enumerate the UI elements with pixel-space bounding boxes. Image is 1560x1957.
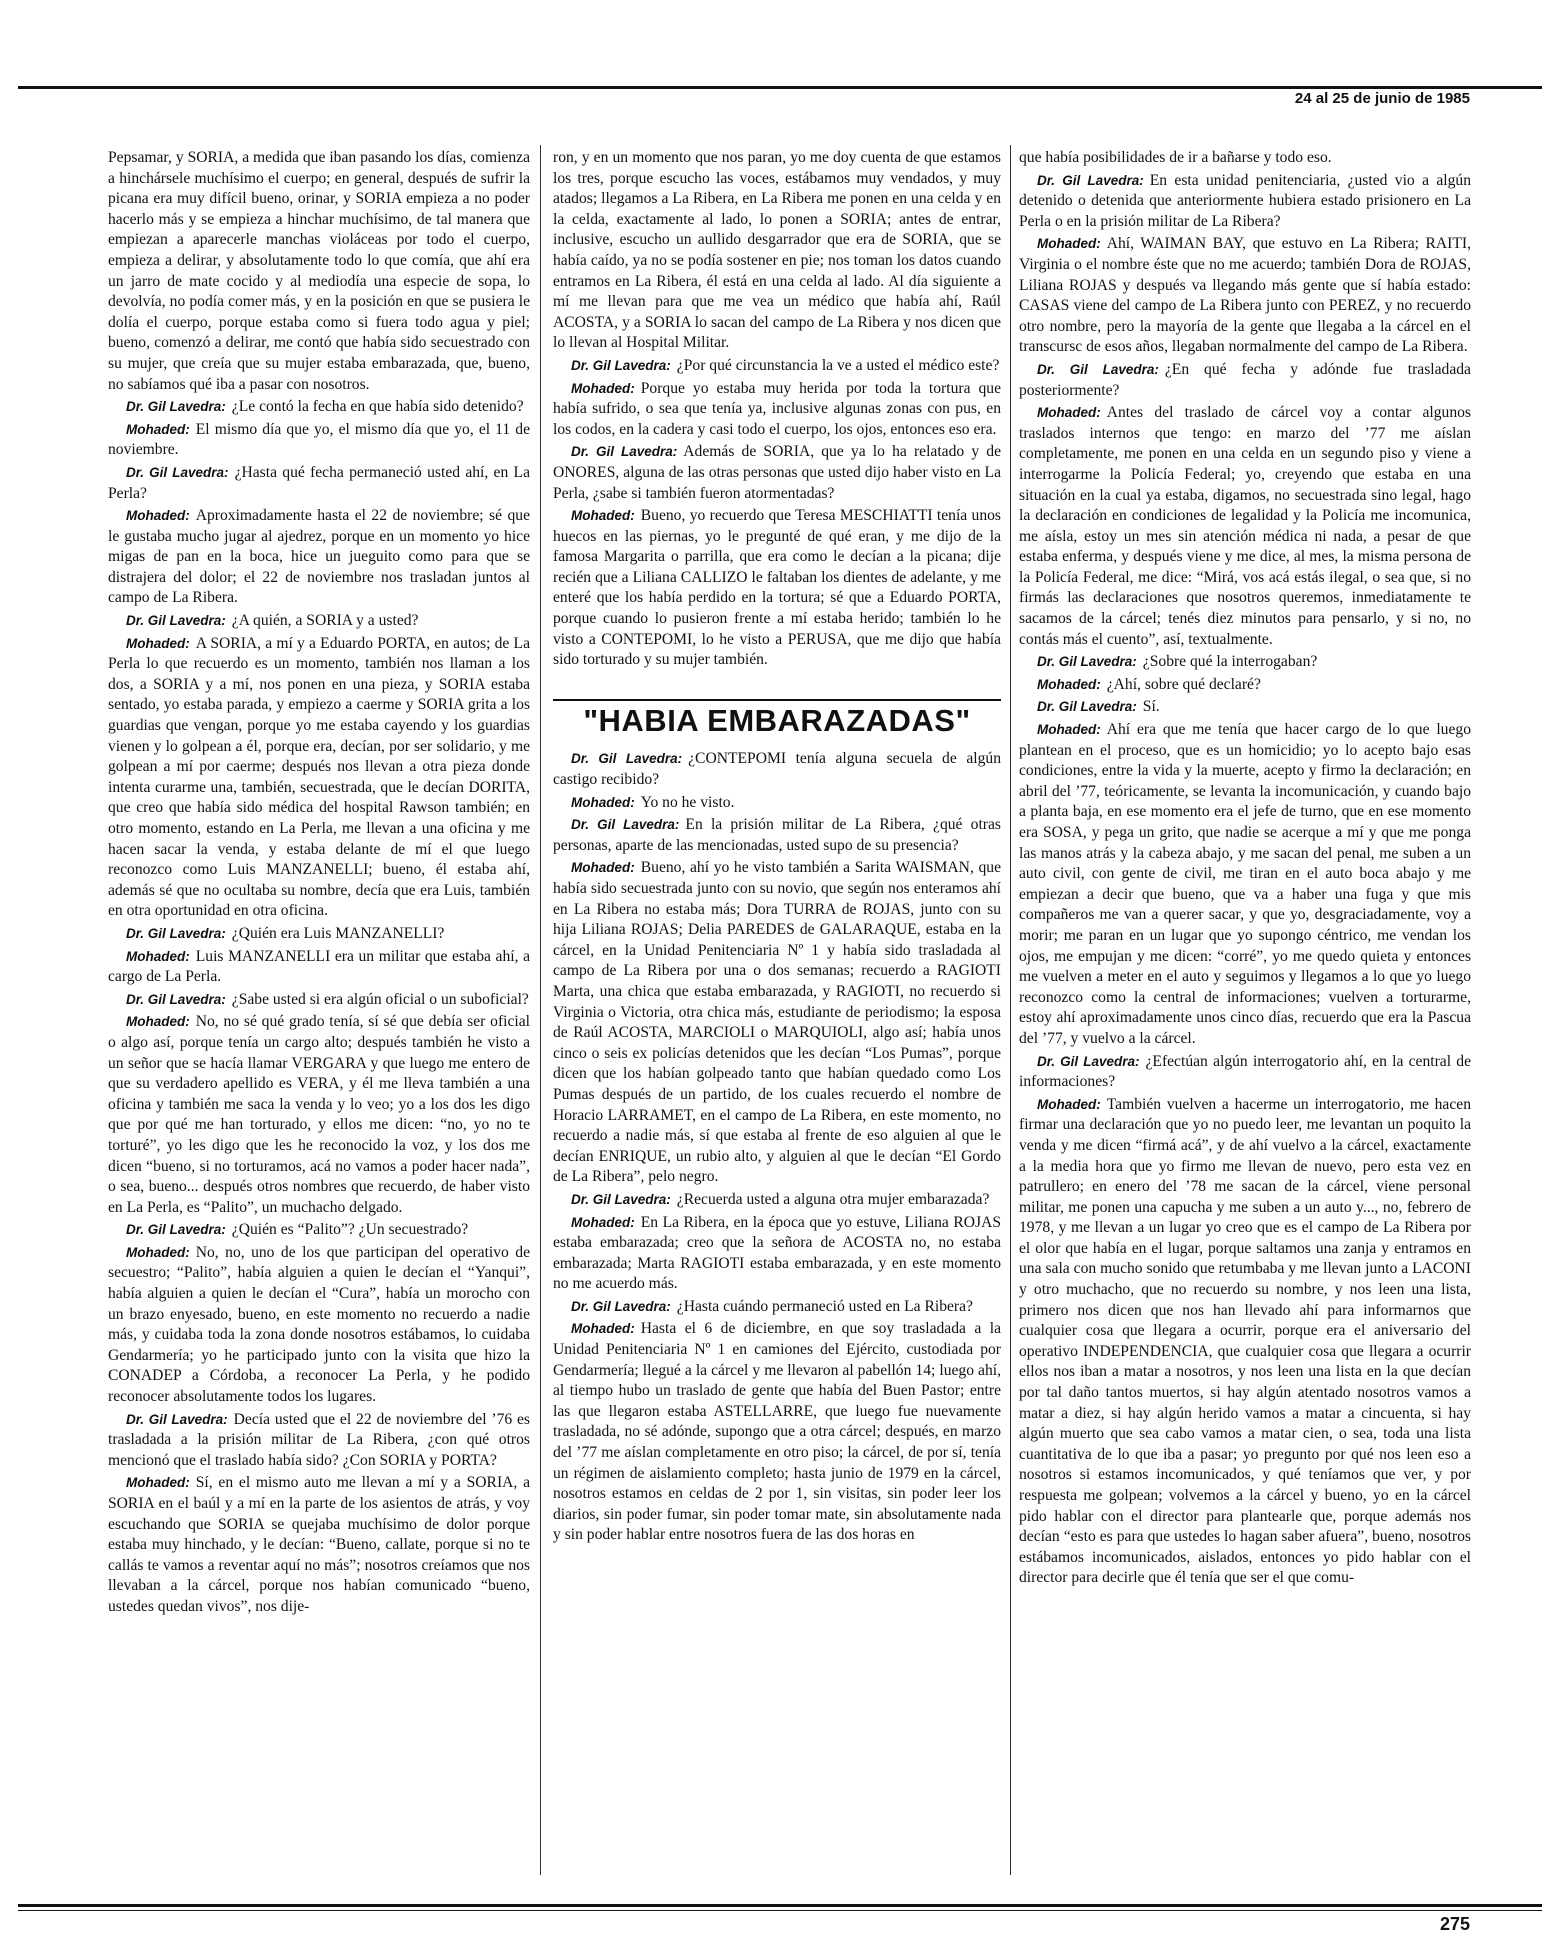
paragraph-text: Porque yo estaba muy herida por toda la tortura que había sufrido, o sea que tenía ya, inclusive algunas zonas con pus, en los codos, en la cadera y casi todo el cuerpo, los ojos, entonces eso era. — [553, 379, 1001, 438]
speaker-label: Dr. Gil Lavedra: — [1037, 699, 1137, 715]
paragraph — [1019, 697, 1471, 718]
paragraph — [108, 924, 530, 945]
paragraph — [108, 1410, 530, 1472]
column-divider — [1010, 145, 1011, 1875]
speaker-label: Dr. Gil Lavedra: — [126, 399, 226, 415]
footer-rule — [18, 1904, 1542, 1907]
paragraph-text: ¿En qué fecha y adónde fue trasladada posteriormente? — [1019, 360, 1471, 399]
paragraph — [1019, 675, 1471, 696]
speaker-label: Mohaded: — [571, 860, 635, 876]
paragraph-text: Bueno, ahí yo he visto también a Sarita WAISMAN, que había sido secuestrada junto con su novio, que según nos enteramos ahí en La Ribera no estaba más; Dora TURRA de ROJAS, junto con su hija Liliana ROJAS; Delia PAREDES de GALARAQUE, estaba en la cárcel, en la Unidad Penitenciaria Nº 1 y había sido trasladada al campo de La Ribera por una o dos semanas; recuerdo a RAGIOTI Marta, una chica que estaba embarazada, y RAGIOTI, no recuerdo si Virginia o Victoria, otra chica más, estudiante de periodismo; la esposa de Raúl ACOSTA, MARCIOLI o MARQUIOLI, algo así; había unos cinco o seis ex policías detenidos que les decían “Los Pumas”, porque dicen que los habían golpeado tanto que habían quedado como Los Pumas después de un partido, de los cuales recuerdo el nombre de Horacio LARRAMET, en el campo de La Ribera, en este momento, no recuerdo a nadie más, sí que estaba al frente de eso alguien al que le decían ENRIQUE, un rubio alto, y alguien al que le decían “El Gordo de La Ribera”, pelo negro. — [553, 859, 1001, 1186]
speaker-label: Dr. Gil Lavedra: — [1037, 654, 1137, 670]
header-rule — [18, 86, 1542, 89]
paragraph-text: Bueno, yo recuerdo que Teresa MESCHIATTI tenía unos huecos en las piernas, yo le pregunté de qué eran, y me dijo de la famosa Margarita o parrilla, que era como le decían a la picana; dije recién que a Liliana CALLIZO le faltaban los dientes de adelante, y me enteré que los había perdido en la tortura; sé que a Eduardo PORTA, porque cuando lo pusieron frente a mí estaba herido; también lo he visto a CONTEPOMI, lo he visto a PERUSA, que me dijo que había sido torturado y su mujer también. — [553, 507, 1001, 669]
paragraph-text: Aproximadamente hasta el 22 de noviembre; sé que le gustaba mucho jugar al ajedrez, porque en un momento yo hice migas de pan en la boca, hice un jueguito como para que se distrajera del dolor; el 22 de noviembre nos trasladan juntos al campo de La Ribera. — [108, 507, 530, 607]
paragraph-text: Sí. — [1142, 698, 1160, 716]
speaker-label: Mohaded: — [126, 508, 190, 524]
column-2-part-b — [553, 749, 1001, 1546]
speaker-label: Dr. Gil Lavedra: — [126, 464, 229, 480]
paragraph — [1019, 171, 1471, 233]
speaker-label: Dr. Gil Lavedra: — [1037, 172, 1144, 188]
paragraph-text: Hasta el 6 de diciembre, en que soy trasladada a la Unidad Penitenciaria Nº 1 en camiones del Ejército, custodiada por Gendarmería; llegué a la cárcel y me llevaron al pabellón 14; luego ahí, al tiempo hubo un traslado de gente que había del Buen Pastor; entre las que llegaron estaba ASTELLARRE, que luego fue nuevamente trasladada, no sé adónde, supongo que a otra cárcel; después, en marzo del ’77 me aíslan completamente en otro piso; la cárcel, de por sí, tenía un régimen de aislamiento completo; hasta junio de 1979 en la cárcel, nosotros estamos en celdas de 2 por 1, sin visitas, sin poder leer los diarios, sin poder fumar, sin poder tomar mate, sin absolutamente nada y sin poder hablar entre nosotros fuera de las dos horas en — [553, 1320, 1001, 1544]
paragraph-text: En La Ribera, en la época que yo estuve, Liliana ROJAS estaba embarazada; creo que la señora de ACOSTA no, no estaba embarazada; Marta RAGIOTI estaba embarazada, y en este momento no me acuerdo más. — [553, 1213, 1001, 1293]
paragraph-text: ¿Hasta qué fecha permaneció usted ahí, en La Perla? — [108, 463, 530, 502]
footer-rule-thin — [18, 1910, 1542, 1911]
speaker-label: Dr. Gil Lavedra: — [571, 357, 671, 373]
paragraph — [1019, 652, 1471, 673]
speaker-label: Mohaded: — [126, 421, 190, 437]
paragraph-text: Luis MANZANELLI era un militar que estaba ahí, a cargo de La Perla. — [108, 947, 530, 986]
paragraph — [1019, 1052, 1471, 1093]
speaker-label: Dr. Gil Lavedra: — [571, 444, 678, 460]
paragraph-text: ¿Sabe usted si era algún oficial o un suboficial? — [231, 990, 529, 1008]
paragraph-text: ¿Efectúan algún interrogatorio ahí, en la central de informaciones? — [1019, 1052, 1471, 1091]
speaker-label: Mohaded: — [1037, 405, 1101, 421]
paragraph — [553, 379, 1001, 441]
paragraph-text: En esta unidad penitenciaria, ¿usted vio a algún detenido o detenida que anteriormente hubiera estado prisionero en La Perla o en la prisión militar de La Ribera? — [1019, 171, 1471, 230]
paragraph — [553, 442, 1001, 504]
paragraph-text: ¿Recuerda usted a alguna otra mujer embarazada? — [676, 1190, 990, 1208]
paragraph-text: ¿Por qué circunstancia la ve a usted el médico este? — [676, 356, 1000, 374]
paragraph — [553, 1213, 1001, 1295]
section-heading: "HABIA EMBARAZADAS" — [583, 702, 971, 738]
paragraph — [1019, 720, 1471, 1050]
paragraph-text: Ahí, WAIMAN BAY, que estuvo en La Ribera; RAITI, Virginia o el nombre éste que no me acuerdo; también Dora de ROJAS, Liliana ROJAS y después va llegando más gente que sí había estado: CASAS viene del campo de La Ribera junto con PEREZ, y no recuerdo otro nombre, pero la mayoría de la gente que llegaba a la cárcel en el transcursc de esos años, llegaban normalmente del campo de La Ribera. — [1019, 235, 1471, 356]
column-2 — [553, 148, 1001, 1876]
paragraph — [108, 1012, 530, 1218]
paragraph — [553, 356, 1001, 377]
paragraph-text: No, no sé qué grado tenía, sí sé que debía ser oficial o algo así, porque tenía un cargo alto; después también he visto a un señor que se hacía llamar VERGARA y que luego me entero de que su verdadero apellido es VERA, y él me lleva también a una oficina y también me saca la venda y lo veo; yo a los dos les digo que por qué me han torturado, y ellos me dicen: “no, yo no te torturé”, yo les digo que les he reconocido la voz, y los dos me dicen “bueno, si no torturamos, acá no vamos a poder hacer nada”, o sea, bueno... después otros nombres que recuerdo, de haber visto en La Perla, es “Palito”, un muchacho delgado. — [108, 1013, 530, 1216]
paragraph — [1019, 403, 1471, 650]
paragraph — [553, 506, 1001, 671]
speaker-label: Dr. Gil Lavedra: — [571, 817, 680, 833]
paragraph — [1019, 360, 1471, 401]
paragraph — [108, 148, 530, 395]
paragraph — [108, 506, 530, 609]
paragraph — [553, 858, 1001, 1188]
paragraph — [1019, 234, 1471, 358]
speaker-label: Mohaded: — [1037, 236, 1101, 252]
speaker-label: Mohaded: — [1037, 722, 1101, 738]
paragraph-text: En la prisión militar de La Ribera, ¿qué otras personas, aparte de las mencionadas, usted supo de su presencia? — [553, 816, 1001, 854]
column-2-part-a — [553, 148, 1001, 671]
speaker-label: Dr. Gil Lavedra: — [126, 1411, 228, 1427]
paragraph — [553, 749, 1001, 790]
speaker-label: Dr. Gil Lavedra: — [126, 1222, 226, 1238]
paragraph — [553, 793, 1001, 814]
paragraph-text: Decía usted que el 22 de noviembre del ’76 es trasladada a la prisión militar de La Ribera, ¿con qué otros mencionó que el traslado había sido? ¿Con SORIA y PORTA? — [108, 1410, 530, 1469]
paragraph-text: ¿Quién es “Palito”? ¿Un secuestrado? — [231, 1221, 469, 1239]
paragraph — [108, 947, 530, 988]
paragraph-text: Sí, en el mismo auto me llevan a mí y a SORIA, a SORIA en el baúl y a mí en la parte de los asientos de atrás, y voy escuchando que SORIA se quejaba muchísimo de dolor porque estaba muy hinchado, y le decían: “Bueno, callate, porque si no te callás te vamos a reventar aquí no más”; nosotros creíamos que nos llevaban a la cárcel, porque nos habían comunicado “bueno, ustedes quedan vivos”, nos dije- — [108, 1474, 530, 1615]
speaker-label: Mohaded: — [126, 1014, 190, 1030]
paragraph-text: También vuelven a hacerme un interrogatorio, me hacen firmar una declaración que yo no puedo leer, me levantan un poquito la venda y me dicen “firmá acá”, y de ahí vuelvo a la cárcel, exactamente a la media hora que yo firmo me llevan de nuevo, pero esta vez en patrullero; en enero del ’78 me sacan de la cárcel, viene personal militar, me ponen una capucha y me suben a un auto y..., no, febrero de 1978, y me llevan a un lugar yo creo que es el campo de La Ribera por el olor que había en el lugar, porque saltamos una zanja y entramos en una sala con mucho sonido que retumbaba y me llevan junto a LACONI y otro muchacho, que no recuerdo su nombre, y nos leen una lista, primero nos dicen que nos han llevado ahí para informarnos que cualquier cosa que llegara a ocurrir, porque era el aniversario del operativo INDEPENDENCIA, que cualquier cosa que llegara a ocurrir ellos nos iban a matar a nosotros, y nos leen una lista en la que decían por tal daño tantos muertos, si hay algún atentado nosotros vamos a matar a diez, si hay algún herido vamos a matar a cincuenta, si hay algún muerto que sea cabo vamos a matar cien, o sea, toda una lista cuantitativa de lo que iba a pasar; yo pregunto por qué nos leen eso a nosotros si estamos incomunicados, y qué teníamos que ver, y por respuesta me golpean; volvemos a la cárcel y bueno, yo en la cárcel pido hablar con el director para plantearle que, porque además nos decían “esto es para que ustedes lo hagan saber afuera”, bueno, nosotros estábamos incomunicados, aislados, entonces yo pido hablar con el director para decirle que él tenía que ser el que comu- — [1019, 1095, 1471, 1587]
speaker-label: Mohaded: — [571, 380, 635, 396]
paragraph-text: Yo no he visto. — [640, 793, 735, 811]
speaker-label: Dr. Gil Lavedra: — [1037, 361, 1159, 377]
speaker-label: Mohaded: — [126, 1244, 190, 1260]
section-heading-block — [553, 699, 1001, 738]
paragraph-text: A SORIA, a mí y a Eduardo PORTA, en autos; de La Perla lo que recuerdo es un momento, también nos llaman a los dos, a SORIA y a mí, nos ponen en una pieza, y SORIA estaba sentado, yo estaba parada, y empiezo a caerme y SORIA grita a los guardias que vengan, porque yo me estaba cayendo y los guardias vienen y lo golpean a él, porque era, decían, por ser solidario, y me golpean a mí por caerme; después nos llevan a otra pieza donde intenta curarme una, también, secuestrada, que le decían DORITA, que creo que había sido médica del hospital Rawson también; en otro momento, estando en La Perla, me llevan a una oficina y me hacen sacar la venda, y estaba delante de mí el que luego reconozco como Luis MANZANELLI; bueno, él estaba ahí, además sé que no ocultaba su nombre, decía que era Luis, también en otra oportunidad en otra oficina. — [108, 634, 530, 920]
paragraph — [1019, 1095, 1471, 1589]
speaker-label: Mohaded: — [571, 1321, 635, 1337]
paragraph-text: ron, y en un momento que nos paran, yo me doy cuenta de que estamos los tres, porque escucho las voces, estábamos muy vendados, y muy atados; llegamos a La Ribera, en La Ribera me ponen en una celda y en la celda, exactamente al lado, lo ponen a SORIA; antes de entrar, inclusive, escucho un aullido desgarrador que era de SORIA, que se había caído, ya no se podía sostener en pie; nos toman los datos cuando entramos en La Ribera, él está en una celda al lado. Al día siguiente a mí me llevan para que me vea un médico que había ahí, Raúl ACOSTA, y a SORIA lo sacan del campo de La Ribera y nos dicen que lo llevan al Hospital Militar. — [553, 149, 1001, 352]
paragraph — [108, 1243, 530, 1408]
paragraph-text: Pepsamar, y SORIA, a medida que iban pasando los días, comienza a hinchársele muchísimo el cuerpo; en general, después de sufrir la picana era muy difícil bueno, orinar, y SORIA empieza a no poder hacerlo más y se empieza a hinchar muchísimo, de tal manera que empiezan a aparecerle manchas violáceas por todo el cuerpo, empieza a delirar, y absolutamente todo lo que comía, que ahí era un jarro de mate cocido y al mediodía una especie de sopa, lo devolvía, no podía comer más, y en la posición en que se pusiera le dolía el cuerpo, porque estaba como si fuera todo agua y piel; bueno, comenzó a delirar, me contó que había sido secuestrado con su mujer, que creía que su mujer estaba embarazada, que, bueno, no sabíamos qué iba a pasar con nosotros. — [108, 149, 530, 393]
speaker-label: Dr. Gil Lavedra: — [126, 991, 226, 1007]
paragraph — [553, 1190, 1001, 1211]
issue-date: 24 al 25 de junio de 1985 — [1294, 90, 1470, 107]
paragraph-text: ¿Le contó la fecha en que había sido detenido? — [231, 398, 524, 416]
paragraph — [553, 1297, 1001, 1318]
paragraph-text: Ahí era que me tenía que hacer cargo de lo que luego plantean en el proceso, que es un homicidio; yo lo acepto bajo esas condiciones, entre la vida y la muerte, acepto y firmo la declaración; en abril del ’77, teóricamente, se levanta la incomunicación, y cuando bajo a planta baja, en ese momento era el jefe de turno, que en ese momento era SOSA, y pega un grito, que nadie se acerque a mí y que me ponga las manos atrás y la cabeza abajo, y me sacan del penal, me suben a un auto civil, con gente de civil, me tiran en el auto boca abajo y me empiezan a decir que bueno, que va a haber una fuga y que mis compañeros me van a querer sacar, y que yo, desgraciadamente, voy a morir; me paran en un lugar que yo supongo céntrico, me vendan los ojos, me empujan y me dicen: “corré”, yo me quedo quieta y entonces me vuelven a meter en el auto y seguimos y llegamos a lo que yo luego reconozco como la central de informaciones; vuelven a torturarme, estoy ahí aproximadamente unos cinco días, recuerdo que era la Pascua del ’77, y vuelvo a la cárcel. — [1019, 721, 1471, 1047]
speaker-label: Dr. Gil Lavedra: — [571, 751, 683, 767]
paragraph-text: ¿CONTEPOMI tenía alguna secuela de algún castigo recibido? — [553, 750, 1001, 789]
speaker-label: Mohaded: — [126, 948, 190, 964]
speaker-label: Mohaded: — [571, 508, 635, 524]
speaker-label: Mohaded: — [126, 1475, 190, 1491]
paragraph-text: ¿Ahí, sobre qué declaré? — [1106, 675, 1261, 693]
paragraph — [553, 1319, 1001, 1546]
paragraph — [108, 634, 530, 922]
paragraph — [553, 148, 1001, 354]
speaker-label: Mohaded: — [1037, 676, 1101, 692]
page-number: 275 — [1439, 1914, 1470, 1934]
paragraph-text: El mismo día que yo, el mismo día que yo, el 11 de noviembre. — [108, 420, 530, 459]
speaker-label: Dr. Gil Lavedra: — [126, 613, 226, 629]
paragraph — [108, 1220, 530, 1241]
speaker-label: Mohaded: — [571, 794, 635, 810]
paragraph — [108, 463, 530, 504]
speaker-label: Dr. Gil Lavedra: — [571, 1191, 671, 1207]
speaker-label: Dr. Gil Lavedra: — [571, 1298, 671, 1314]
column-3 — [1019, 148, 1471, 1876]
paragraph-text: ¿A quién, a SORIA y a usted? — [231, 612, 419, 630]
paragraph-text: ¿Sobre qué la interrogaban? — [1142, 653, 1318, 671]
column-divider — [540, 145, 541, 1875]
paragraph-text: ¿Hasta cuándo permaneció usted en La Ribera? — [676, 1297, 973, 1315]
speaker-label: Dr. Gil Lavedra: — [126, 925, 226, 941]
speaker-label: Mohaded: — [126, 635, 190, 651]
speaker-label: Mohaded: — [1037, 1096, 1101, 1112]
paragraph — [108, 397, 530, 418]
speaker-label: Mohaded: — [571, 1214, 635, 1230]
paragraph — [553, 815, 1001, 856]
paragraph — [108, 611, 530, 632]
paragraph — [108, 420, 530, 461]
paragraph — [108, 990, 530, 1011]
paragraph — [108, 1473, 530, 1617]
paragraph-text: ¿Quién era Luis MANZANELLI? — [231, 924, 445, 942]
paragraph — [1019, 148, 1471, 169]
paragraph-text: No, no, uno de los que participan del operativo de secuestro; “Palito”, había alguien a quien le decían el “Yanqui”, había alguien a quien le decían el “Cura”, había un morocho con un brazo enyesado, bueno, en este momento no recuerdo a nadie más, y cuidaba toda la zona donde nosotros estábamos, lo cuidaba Gendarmería; yo he participado junto con la visita que hizo la CONADEP a Córdoba, a reconocer La Perla, y he podido reconocer absolutamente todos los lugares. — [108, 1243, 530, 1406]
speaker-label: Dr. Gil Lavedra: — [1037, 1053, 1140, 1069]
paragraph-text: Antes del traslado de cárcel voy a contar algunos traslados internos que tengo: en marzo del ’77 me aíslan completamente, me ponen en una celda en un segundo piso y viene a interrogarme la Policía Federal; yo, creyendo que estaba en una situación en la cual ya estaba, digamos, no secuestrada sino legal, hago la declaración en condiciones de legalidad y la Policía me incomunica, me aísla, estoy un mes sin atención médica ni nada, a pesar de que estaba enferma, y después viene y me dice, al mes, la misma persona de la Policía Federal, me dice: “Mirá, vos acá estás ilegal, o sea que, si no firmás las declaraciones que nosotros queremos, inmediatamente te sacamos de la cárcel; tenés diez minutos para pensarlo, y si no, no contás más el cuento”, así, textualmente. — [1019, 404, 1471, 648]
column-1 — [108, 148, 530, 1876]
paragraph-text: Además de SORIA, que ya lo ha relatado y de ONORES, alguna de las otras personas que usted dijo haber visto en La Perla, ¿sabe si también fueron atormentadas? — [553, 443, 1001, 502]
paragraph-text: que había posibilidades de ir a bañarse y todo eso. — [1019, 149, 1332, 166]
